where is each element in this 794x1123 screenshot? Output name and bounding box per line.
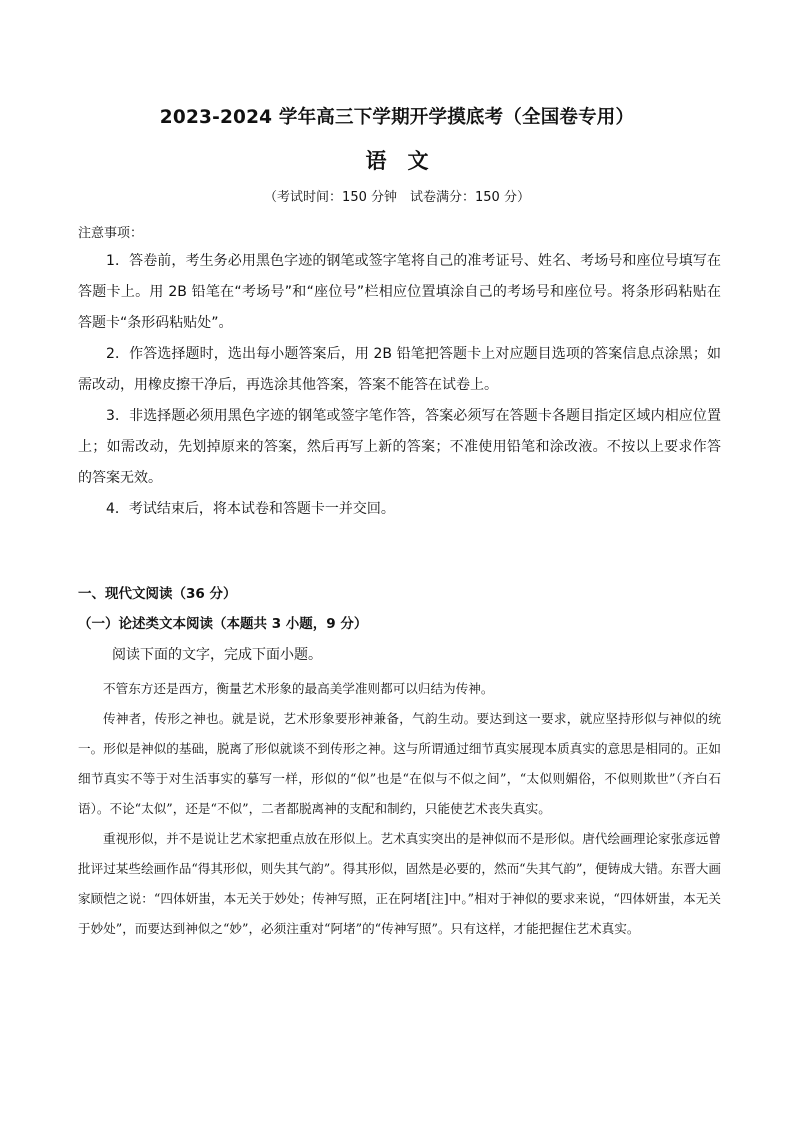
note-item: 4．考试结束后，将本试卷和答题卡一并交回。	[106, 501, 395, 517]
exam-info: （考试时间：150 分钟 试卷满分：150 分）	[264, 190, 530, 205]
passage-paragraph: 不管东方还是西方，衡量艺术形象的最高美学准则都可以归结为传神。	[103, 681, 494, 696]
note-item: 1．答卷前，考生务必用黑色字迹的钢笔或签字笔将自己的准考证号、姓名、考场号和座位号填写在答题卡上。用 2B 铅笔在“考场号”和“座位号”栏相应位置填涂自己的考场号和座位号。将条形码粘贴在答题卡“条形码粘贴处”。	[78, 253, 721, 331]
exam-title: 2023-2024 学年高三下学期开学摸底考（全国卷专用）	[159, 107, 635, 128]
passage-paragraph: 传神者，传形之神也。就是说，艺术形象要形神兼备，气韵生动。要达到这一要求，就应坚持形似与神似的统一。形似是神似的基础，脱离了形似就谈不到传形之神。这与所谓通过细节真实展现本质真实的意思是相同的。正如细节真实不等于对生活事实的摹写一样，形似的“似”也是“在似与不似之间”，“太似则媚俗，不似则欺世”（齐白石语）。不论“太似”，还是“不似”，二者都脱离神的支配和制约，只能使艺术丧失真实。	[78, 711, 721, 816]
notes-heading: 注意事项：	[78, 226, 144, 241]
subject-title: 语 文	[365, 149, 429, 173]
reading-passage	[78, 674, 721, 944]
note-item: 3．非选择题必须用黑色字迹的钢笔或签字笔作答，答案必须写在答题卡各题目指定区域内相应位置上；如需改动，先划掉原来的答案，然后再写上新的答案；不准使用铅笔和涂改液。不按以上要求作答的答案无效。	[78, 408, 721, 486]
reading-instruction: 阅读下面的文字，完成下面小题。	[112, 647, 322, 663]
notes-list	[78, 246, 721, 525]
section-subheading: （一）论述类文本阅读（本题共 3 小题，9 分）	[78, 616, 368, 632]
section-heading: 一、现代文阅读（36 分）	[78, 586, 237, 602]
note-item: 2．作答选择题时，选出每小题答案后，用 2B 铅笔把答题卡上对应题目选项的答案信息点涂黑；如需改动，用橡皮擦干净后，再选涂其他答案，答案不能答在试卷上。	[78, 346, 721, 393]
passage-paragraph: 重视形似，并不是说让艺术家把重点放在形似上。艺术真实突出的是神似而不是形似。唐代绘画理论家张彦远曾批评过某些绘画作品“得其形似，则失其气韵”。得其形似，固然是必要的，然而“失其气韵”，便铸成大错。东晋大画家顾恺之说：“四体妍蚩，本无关于妙处；传神写照，正在阿堵[注]中。”相对于神似的要求来说，“四体妍蚩，本无关于妙处”，而要达到神似之“妙”，必须注重对“阿堵”的“传神写照”。只有这样，才能把握住艺术真实。	[78, 831, 721, 936]
